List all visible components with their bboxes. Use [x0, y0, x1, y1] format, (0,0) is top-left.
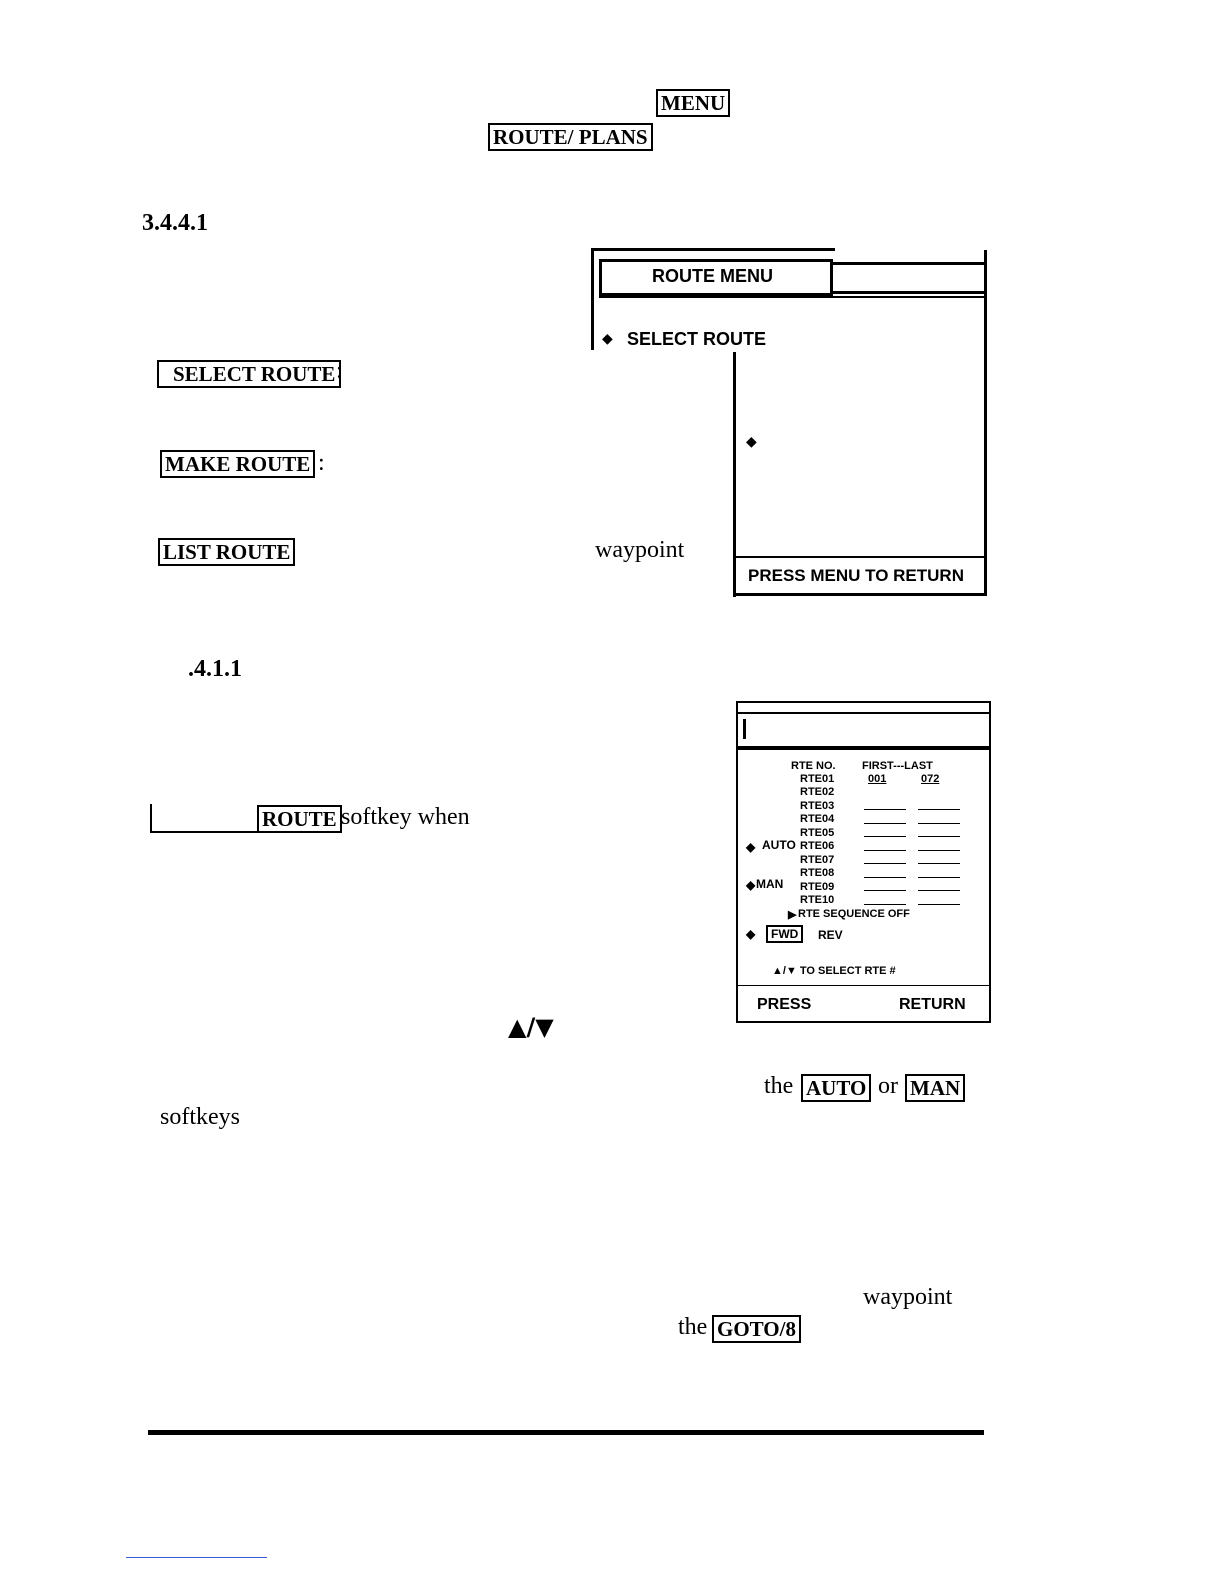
route-last: 072: [921, 773, 940, 785]
select-route-arrow-icon: ◆: [602, 330, 613, 346]
list-item[interactable]: RTE05: [800, 827, 835, 839]
make-route-colon: :: [318, 450, 325, 476]
list-item[interactable]: RTE03: [800, 800, 835, 812]
list-item[interactable]: RTE01: [800, 773, 835, 785]
route-softkey[interactable]: ROUTE: [257, 805, 342, 833]
list-item[interactable]: RTE10: [800, 894, 835, 906]
menu-key[interactable]: MENU: [656, 89, 730, 117]
waypoint-text-1: waypoint: [595, 537, 685, 563]
list-item[interactable]: RTE09: [800, 881, 835, 893]
section-heading: 3.4.4.1: [142, 210, 208, 236]
route-list-screen: [736, 701, 991, 1023]
the-text-2: the: [678, 1314, 708, 1340]
or-text: or: [878, 1073, 898, 1099]
auto-label[interactable]: AUTO: [762, 838, 796, 852]
route-first: 001: [868, 773, 887, 785]
the-text-1: the: [764, 1073, 794, 1099]
waypoint-text-2: waypoint: [863, 1284, 953, 1310]
fwd-arrow-icon: ◆: [746, 927, 756, 941]
screen1-select-route[interactable]: SELECT ROUTE: [627, 329, 767, 349]
list-item[interactable]: RTE07: [800, 854, 835, 866]
press-label: PRESS: [757, 996, 812, 1013]
make-route-softkey[interactable]: MAKE ROUTE: [160, 450, 315, 478]
screen1-arrow-icon: ◆: [746, 433, 757, 449]
footer-rule: [148, 1430, 984, 1435]
softkey-when-text: softkey when: [341, 804, 470, 830]
screen1-footer: PRESS MENU TO RETURN: [748, 566, 964, 585]
goto-key[interactable]: GOTO/8: [712, 1315, 801, 1343]
list-item[interactable]: RTE06: [800, 840, 835, 852]
col-rte-no: RTE NO.: [791, 760, 836, 772]
auto-softkey[interactable]: AUTO: [801, 1074, 871, 1102]
subsection-heading: .4.1.1: [188, 656, 242, 682]
list-item[interactable]: RTE04: [800, 813, 835, 825]
up-down-arrows: ▲/▼: [508, 1013, 554, 1041]
list-item[interactable]: RTE08: [800, 867, 835, 879]
sequence-arrow-icon: ▶: [788, 909, 797, 921]
select-route-colon: :: [336, 358, 343, 384]
sequence-label: RTE SEQUENCE OFF: [798, 908, 910, 920]
fwd-button[interactable]: FWD: [766, 925, 803, 943]
select-route-softkey[interactable]: SELECT ROUTE: [157, 360, 341, 388]
auto-arrow-icon: ◆: [746, 840, 756, 854]
select-hint: ▲/▼ TO SELECT RTE #: [772, 965, 896, 977]
man-label[interactable]: MAN: [756, 877, 784, 891]
route-plans-key[interactable]: ROUTE/ PLANS: [488, 123, 653, 151]
list-route-softkey[interactable]: LIST ROUTE: [158, 538, 295, 566]
route-menu-title: ROUTE MENU: [652, 266, 773, 286]
rev-label[interactable]: REV: [818, 928, 843, 942]
list-item[interactable]: RTE02: [800, 786, 835, 798]
return-label: RETURN: [899, 996, 966, 1013]
footer-link-underline: [126, 1557, 267, 1558]
man-arrow-icon: ◆: [746, 878, 756, 892]
man-softkey[interactable]: MAN: [905, 1074, 965, 1102]
col-first-last: FIRST---LAST: [862, 760, 933, 772]
softkeys-text: softkeys: [160, 1104, 240, 1130]
